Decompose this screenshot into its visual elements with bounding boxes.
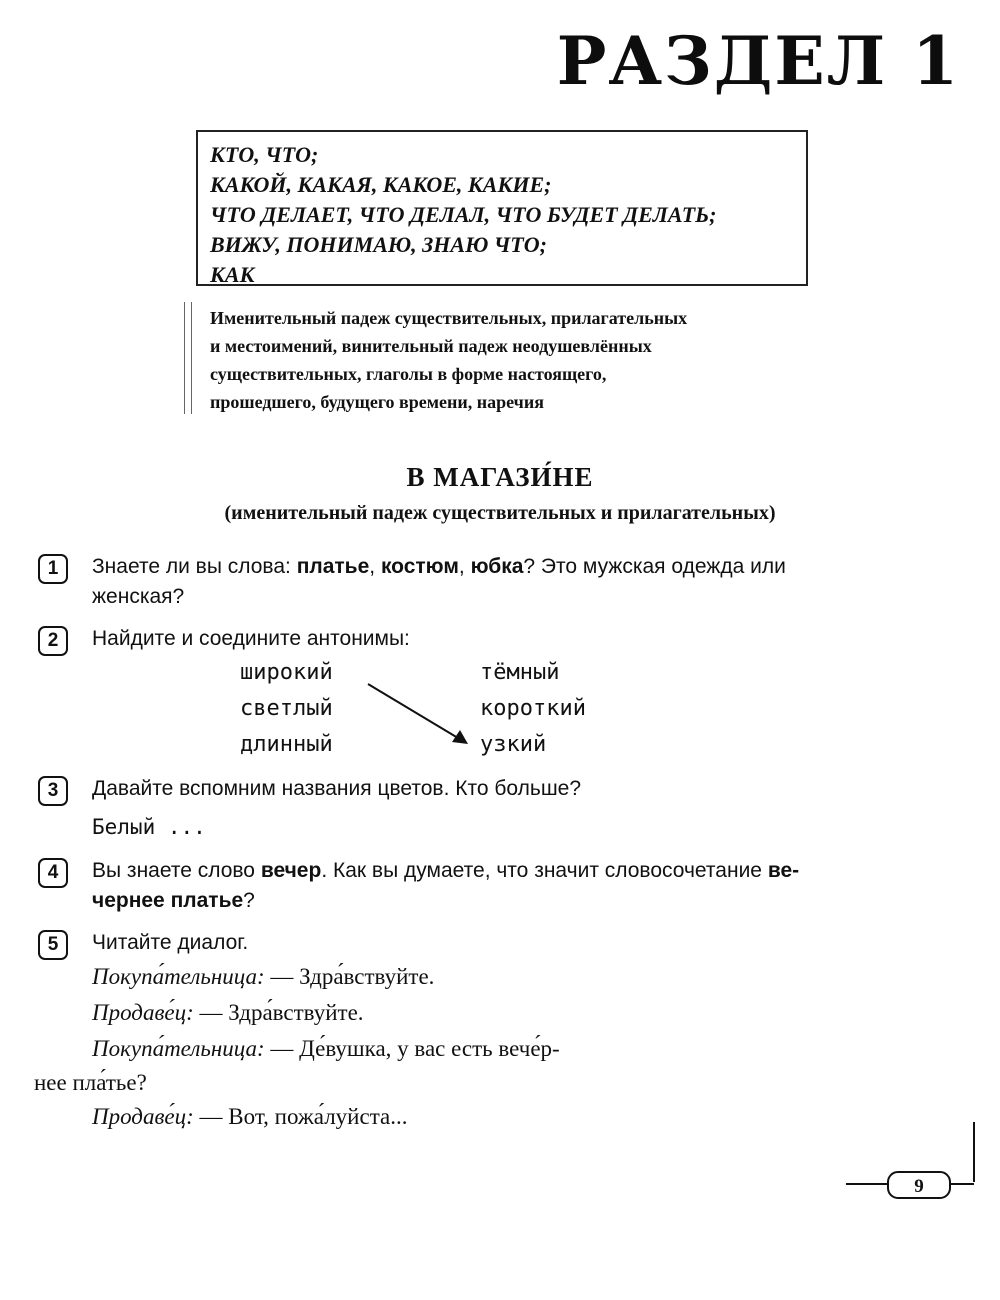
task-number-badge: 5 bbox=[38, 930, 68, 960]
separator: , bbox=[369, 555, 381, 578]
dialog-speaker: Продаве́ц: bbox=[92, 1104, 194, 1129]
dialog-speech: — Здра́вствуйте. bbox=[193, 1000, 364, 1025]
task-1-text bbox=[92, 552, 968, 582]
word-skirt: юбка bbox=[470, 555, 524, 578]
grammar-note bbox=[180, 300, 840, 418]
topic-line: ЧТО ДЕЛАЕТ, ЧТО ДЕЛАЛ, ЧТО БУДЕТ ДЕЛАТЬ; bbox=[210, 202, 717, 227]
task-2 bbox=[38, 624, 968, 654]
antonym-right-word: узкий bbox=[480, 732, 547, 757]
dialog-line bbox=[92, 1000, 364, 1026]
word-evening: вечер bbox=[260, 859, 322, 882]
dialog-speech: нее пла́тье? bbox=[34, 1070, 147, 1095]
antonym-left-word: широкий bbox=[240, 660, 333, 685]
task-4-part: ? bbox=[243, 889, 255, 912]
dialog-speaker: Покупа́тельница: bbox=[92, 1036, 265, 1061]
task-1 bbox=[38, 552, 968, 612]
topic-line: ВИЖУ, ПОНИМАЮ, ЗНАЮ ЧТО; bbox=[210, 232, 547, 257]
phrase-evening-dress-start: ве- bbox=[767, 859, 800, 882]
grammar-note-text bbox=[210, 304, 835, 416]
grammar-note-line: существительных, глаголы в форме настоящего, bbox=[210, 364, 607, 384]
task-4 bbox=[38, 856, 968, 916]
dialog-line bbox=[92, 964, 434, 990]
task-3 bbox=[38, 774, 968, 842]
antonym-left-word: длинный bbox=[240, 732, 333, 757]
dialog-speech: — Здра́вствуйте. bbox=[264, 964, 435, 989]
task-number-badge: 1 bbox=[38, 554, 68, 584]
lesson-title: В МАГАЗИ́НЕ bbox=[406, 462, 594, 492]
antonym-example-arrow bbox=[360, 676, 480, 756]
antonym-right-word: короткий bbox=[480, 696, 586, 721]
lesson-subtitle: (именительный падеж существительных и прилагательных) bbox=[224, 502, 776, 524]
dialog-speaker: Продаве́ц: bbox=[92, 1000, 194, 1025]
task-4-part: . Как вы думаете, что значит словосочетание bbox=[321, 859, 768, 882]
word-dress: платье bbox=[296, 555, 370, 578]
dialog-line bbox=[92, 1104, 407, 1130]
task-number-badge: 3 bbox=[38, 776, 68, 806]
arrow-shaft bbox=[368, 684, 458, 738]
grammar-note-line: и местоимений, винительный падеж неодушевлённых bbox=[210, 336, 652, 356]
separator: , bbox=[458, 555, 471, 578]
antonym-left-word: светлый bbox=[240, 696, 333, 721]
task-5-text: Читайте диалог. bbox=[92, 931, 249, 954]
dialog-line bbox=[92, 1036, 560, 1062]
topic-line: КАК bbox=[210, 262, 255, 287]
phrase-evening-dress-end: чернее платье bbox=[92, 889, 244, 912]
dialog-line bbox=[34, 1070, 147, 1096]
grammar-note-line: прошедшего, будущего времени, наречия bbox=[210, 392, 544, 412]
task-number-badge: 2 bbox=[38, 626, 68, 656]
dialog-speaker: Покупа́тельница: bbox=[92, 964, 265, 989]
page-number: 9 bbox=[914, 1176, 924, 1197]
task-1-question: ? Это мужская одежда или bbox=[523, 555, 786, 578]
task-4-line-2 bbox=[92, 886, 968, 916]
section-title: РАЗДЕЛ 1 bbox=[556, 22, 960, 100]
grammar-note-line: Именительный падеж существительных, прилагательных bbox=[210, 308, 688, 328]
topic-line: КАКОЙ, КАКАЯ, КАКОЕ, КАКИЕ; bbox=[210, 172, 552, 197]
dialog-speech: — Вот, пожа́луйста... bbox=[193, 1104, 408, 1129]
dialog-speech: — Де́вушка, у вас есть вече́р- bbox=[264, 1036, 560, 1061]
task-2-text: Найдите и соедините антонимы: bbox=[92, 627, 410, 650]
task-4-text bbox=[92, 856, 968, 886]
task-3-answer: Белый ... bbox=[92, 815, 206, 839]
task-5 bbox=[38, 928, 968, 958]
task-1-line-2: женская? bbox=[92, 585, 185, 608]
topic-line: КТО, ЧТО; bbox=[210, 142, 319, 167]
task-1-intro: Знаете ли вы слова: bbox=[92, 555, 297, 578]
topics-box bbox=[196, 130, 808, 286]
word-suit: костюм bbox=[380, 555, 459, 578]
task-4-part: Вы знаете слово bbox=[92, 859, 261, 882]
antonym-right-word: тёмный bbox=[480, 660, 560, 685]
note-vertical-rule bbox=[184, 302, 192, 414]
task-number-badge: 4 bbox=[38, 858, 68, 888]
task-3-text: Давайте вспомним названия цветов. Кто больше? bbox=[92, 777, 582, 800]
page-number-frame bbox=[846, 1120, 986, 1210]
